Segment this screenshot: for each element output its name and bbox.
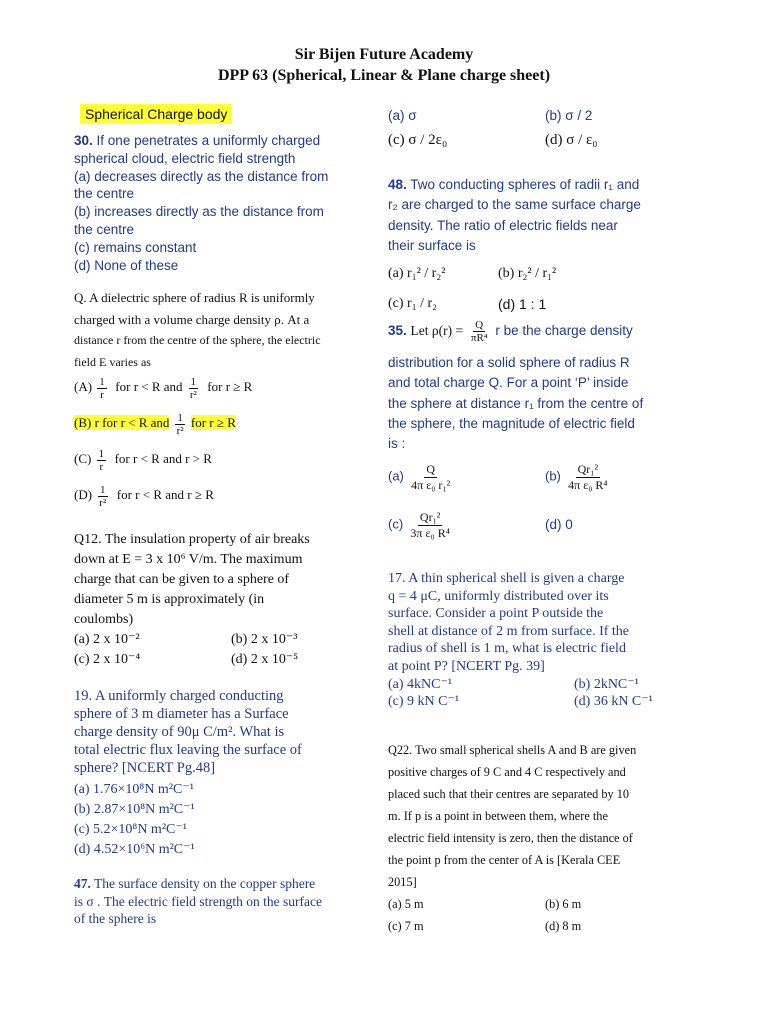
- option-a: (a) 5 m: [388, 897, 424, 911]
- section-label: Spherical Charge body: [80, 104, 232, 124]
- option-d: (d) 8 m: [545, 919, 582, 933]
- fraction-1-over-r2: [97, 484, 108, 509]
- question-number: 48.: [388, 177, 407, 192]
- fraction-q-over-pir4: [469, 319, 490, 344]
- option-b: (b) increases directly as the distance from: [74, 204, 324, 220]
- rho-expression: Let ρ(r) =: [410, 323, 464, 338]
- question-text: the point p from the center of A is [Kerala CEE: [388, 853, 621, 867]
- numerator: 1: [177, 411, 183, 424]
- option-d: (d) 1 : 1: [498, 296, 547, 312]
- question-number: 47.: [74, 876, 91, 891]
- question-text: is σ . The electric field strength on the surface: [74, 893, 322, 909]
- numerator: Q: [475, 318, 484, 331]
- question-47-options: [388, 104, 598, 152]
- question-text: spherical cloud, electric field strength: [74, 150, 296, 166]
- question-text: distribution for a solid sphere of radius R: [388, 355, 630, 370]
- question-text: positive charges of 9 C and 4 C respectively and: [388, 765, 626, 779]
- option-c: (c) 2 x 10⁻⁴: [74, 652, 141, 667]
- denominator: 3π ε₀ R⁴: [410, 526, 450, 540]
- option-label: (c): [388, 516, 404, 532]
- option-text: for r ≥ R: [207, 379, 253, 394]
- question-text: density. The ratio of electric fields near: [388, 217, 618, 233]
- option-b: (b) 6 m: [545, 897, 582, 911]
- option-c: (c) σ / 2ε₀: [388, 132, 448, 148]
- option-c: (c) remains constant: [74, 239, 197, 255]
- page-subtitle: DPP 63 (Spherical, Linear & Plane charge sheet): [217, 67, 551, 84]
- fraction: [408, 510, 451, 541]
- question-text: their surface is: [388, 237, 476, 253]
- option-b: [545, 462, 612, 493]
- question-text: Q22. Two small spherical shells A and B are given: [388, 743, 637, 757]
- option-c: (c) 7 m: [388, 919, 424, 933]
- denominator: 4π ε₀ R⁴: [568, 478, 608, 492]
- option-d: (d) None of these: [74, 257, 179, 273]
- numerator: 1: [98, 447, 105, 460]
- question-text: The surface density on the copper sphere: [94, 876, 316, 891]
- denominator: 4π ε₀ r₁²: [411, 478, 451, 492]
- question-text: charge that can be given to a sphere of: [74, 572, 290, 587]
- option-label: (D): [74, 487, 93, 502]
- option-a: (a) r₁² / r₂²: [388, 266, 446, 281]
- option-label: (a): [388, 468, 404, 484]
- option-b: (b) 2kNC⁻¹: [574, 676, 639, 692]
- question-text: distance r from the centre of the sphere, the electric: [74, 333, 321, 347]
- question-17: [388, 570, 653, 711]
- question-text: electric field intensity is zero, then the distance of: [388, 831, 633, 845]
- question-text: r be the charge density: [495, 323, 633, 338]
- option-d: (d) 4.52×10⁶N m²C⁻¹: [74, 842, 195, 857]
- denominator: πR⁴: [470, 331, 488, 344]
- question-text: placed such that their centres are separated by 10: [388, 787, 630, 801]
- denominator: r: [99, 460, 104, 473]
- option-b-cont: the centre: [74, 221, 135, 237]
- numerator: Qr₁²: [577, 462, 599, 476]
- option-text: (B) r for r < R and: [74, 415, 170, 430]
- question-35-stem: [388, 318, 633, 344]
- question-19: [74, 687, 302, 777]
- option-c: (c) 5.2×10⁸N m²C⁻¹: [74, 822, 187, 837]
- option-d: (d) 2 x 10⁻⁵: [231, 652, 299, 667]
- fraction: [566, 462, 609, 493]
- option-b: (b) 2 x 10⁻³: [231, 632, 298, 647]
- option-a-cont: the centre: [74, 186, 135, 202]
- question-text: 19. A uniformly charged conducting: [74, 688, 284, 704]
- option-a: [74, 372, 252, 402]
- question-text: Q12. The insulation property of air breaks: [74, 532, 310, 547]
- fraction-1-over-r2: [188, 376, 199, 401]
- question-text: the sphere, the magnitude of electric field: [388, 415, 635, 431]
- denominator: r²: [176, 424, 184, 437]
- question-text: field E varies as: [74, 354, 151, 369]
- question-text: is :: [388, 436, 406, 452]
- question-q22: [388, 739, 636, 937]
- question-text: sphere? [NCERT Pg.48]: [74, 760, 216, 776]
- question-text: coulombs): [74, 612, 134, 627]
- option-b: (b) 2.87×10⁸N m²C⁻¹: [74, 802, 195, 817]
- numerator: Qr₁²: [419, 510, 441, 524]
- option-text: for r < R and r ≥ R: [116, 487, 214, 502]
- question-text: charge density of 90μ C/m². What is: [74, 724, 285, 740]
- question-text: of the sphere is: [74, 911, 157, 926]
- question-text: and total charge Q. For a point ‘P’ inside: [388, 375, 629, 391]
- question-text: total electric flux leaving the surface of: [74, 742, 302, 758]
- denominator: r²: [99, 496, 107, 509]
- option-b: (b) r₂² / r₁²: [498, 266, 557, 281]
- option-text: for r ≥ R: [190, 415, 236, 430]
- option-c: [74, 444, 212, 474]
- question-48: [388, 175, 641, 256]
- question-text: surface. Consider a point P outside the: [388, 606, 604, 622]
- question-35-body: [388, 353, 643, 454]
- numerator: 1: [190, 375, 197, 388]
- option-label: (C): [74, 451, 92, 466]
- option-text: for r < R and: [115, 379, 183, 394]
- question-text: charged with a volume charge density ρ. At a: [74, 311, 310, 327]
- option-a: (a) σ: [388, 108, 417, 123]
- question-number: 30.: [74, 133, 93, 148]
- option-b: (b) σ / 2: [545, 108, 593, 123]
- question-text: radius of shell is 1 m, what is electric field: [388, 641, 626, 657]
- question-text: at point P? [NCERT Pg. 39]: [388, 658, 545, 674]
- fraction-1-over-r: [97, 376, 107, 401]
- option-b: [74, 408, 236, 438]
- question-19-options: [74, 780, 195, 860]
- option-a: (a) 1.76×10⁸N m²C⁻¹: [74, 782, 194, 797]
- question-text: down at E = 3 x 10⁶ V/m. The maximum: [74, 552, 303, 567]
- page-title: Sir Bijen Future Academy: [294, 46, 474, 63]
- option-label: (b): [545, 468, 561, 484]
- question-q12: [74, 530, 310, 670]
- fraction-1-over-r: [97, 448, 107, 473]
- denominator: r: [100, 388, 104, 401]
- fraction: [409, 462, 452, 493]
- option-d: [74, 480, 214, 510]
- question-47: [74, 875, 322, 928]
- question-dielectric: [74, 287, 364, 373]
- question-text: the sphere at distance r₁ from the centre of: [388, 395, 644, 411]
- question-text: 17. A thin spherical shell is given a charge: [388, 571, 625, 586]
- numerator: 1: [99, 375, 105, 388]
- numerator: 1: [100, 483, 106, 496]
- question-text: q = 4 μC, uniformly distributed over its: [388, 588, 609, 604]
- option-c: [388, 510, 454, 541]
- numerator: Q: [426, 462, 435, 476]
- option-a: (a) 2 x 10⁻²: [74, 632, 140, 647]
- option-d: (d) σ / ε₀: [545, 132, 598, 148]
- option-label: (A): [74, 379, 93, 394]
- option-d: (d) 36 kN C⁻¹: [574, 694, 653, 710]
- option-c: (c) 9 kN C⁻¹: [388, 694, 460, 710]
- question-text: sphere of 3 m diameter has a Surface: [74, 706, 289, 722]
- question-text: diameter 5 m is approximately (in: [74, 592, 265, 607]
- question-text: 2015]: [388, 875, 417, 889]
- question-text: Two conducting spheres of radii r₁ and: [410, 177, 640, 192]
- option-c: (c) r₁ / r₂: [388, 296, 438, 311]
- question-text: shell at distance of 2 m from surface. If the: [388, 623, 630, 639]
- option-a: (a) 4kNC⁻¹: [388, 676, 453, 692]
- denominator: r²: [189, 388, 197, 401]
- question-text: m. If p is a point in between them, where the: [388, 809, 608, 823]
- question-text: Q. A dielectric sphere of radius R is uniformly: [74, 290, 315, 305]
- question-text: r₂ are charged to the same surface charge: [388, 197, 641, 213]
- option-text: for r < R and r > R: [114, 451, 212, 466]
- question-30: [74, 132, 328, 274]
- option-d: (d) 0: [545, 517, 573, 532]
- question-text: If one penetrates a uniformly charged: [96, 133, 321, 148]
- question-48-options: [388, 259, 556, 319]
- option-a: (a) decreases directly as the distance from: [74, 168, 329, 184]
- option-a: [388, 462, 454, 493]
- fraction-1-over-r2: [175, 412, 186, 437]
- question-number: 35.: [388, 323, 407, 338]
